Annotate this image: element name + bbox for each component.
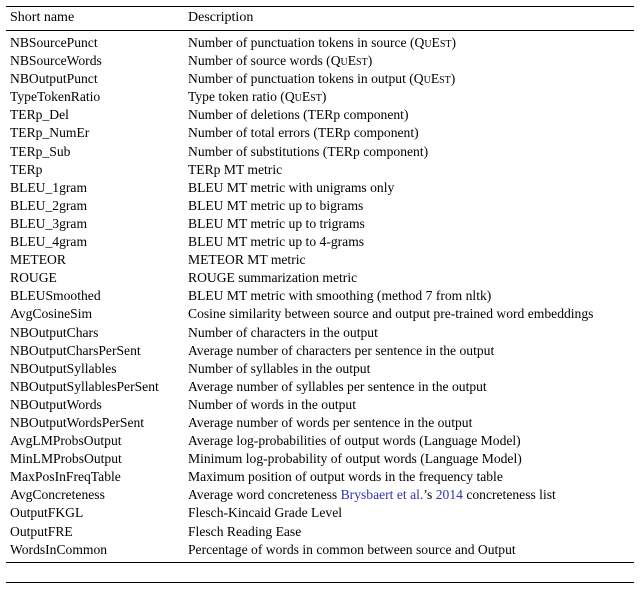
smallcaps-tool-name: QuEst	[284, 89, 322, 105]
table-row	[6, 360, 634, 378]
table-row	[6, 124, 634, 142]
table-row	[6, 31, 634, 53]
feature-description-cell	[184, 70, 634, 88]
citation-link[interactable]: Brysbaert et al.	[340, 487, 424, 503]
feature-name-cell: BLEU_3gram	[10, 215, 88, 231]
feature-description-cell: TERp MT metric	[188, 161, 283, 177]
table-row	[6, 161, 634, 179]
feature-name-cell: OutputFRE	[10, 523, 73, 539]
feature-description-cell: Average number of syllables per sentence in the output	[188, 378, 487, 394]
feature-name-cell: NBOutputChars	[10, 324, 99, 340]
table-row	[6, 396, 634, 414]
feature-description-cell	[184, 31, 634, 53]
feature-name-cell: MinLMProbsOutput	[10, 451, 122, 467]
feature-description-cell: BLEU MT metric up to 4-grams	[188, 234, 365, 250]
description-text: )	[321, 89, 327, 105]
table-row	[6, 432, 634, 450]
header-row	[6, 7, 634, 31]
feature-description-cell: Number of words in the output	[188, 396, 357, 412]
feature-name-cell: NBOutputPunct	[10, 71, 98, 87]
feature-name-cell: BLEUSmoothed	[10, 288, 101, 304]
feature-description-cell	[184, 88, 634, 106]
smallcaps-tool-name: QuEst	[413, 71, 451, 87]
feature-description-cell: Number of substitutions (TERp component)	[188, 143, 429, 159]
feature-name-cell: METEOR	[10, 252, 66, 268]
table-row	[6, 378, 634, 396]
description-text: Number of punctuation tokens in source (	[188, 35, 415, 50]
feature-description-cell: Minimum log-probability of output words (Language Model)	[188, 451, 522, 467]
description-text: ’s	[423, 487, 436, 503]
column-header-short-name: Short name	[6, 7, 184, 31]
feature-description-cell: Maximum position of output words in the frequency table	[188, 469, 503, 485]
table-row	[6, 197, 634, 215]
table-row	[6, 269, 634, 287]
table-row	[6, 305, 634, 323]
feature-description-cell: Number of syllables in the output	[188, 360, 371, 376]
feature-name-cell: NBOutputCharsPerSent	[10, 342, 141, 358]
table-row	[6, 251, 634, 269]
feature-description-cell: BLEU MT metric with smoothing (method 7 from nltk)	[188, 288, 492, 304]
table-row	[6, 88, 634, 106]
table-row	[6, 468, 634, 486]
table-row	[6, 342, 634, 360]
description-text: Type token ratio (	[188, 89, 285, 105]
table-row	[6, 287, 634, 305]
feature-name-cell: AvgLMProbsOutput	[10, 433, 122, 449]
smallcaps-tool-name: QuEst	[330, 53, 368, 69]
feature-name-cell: MaxPosInFreqTable	[10, 469, 121, 485]
table-row	[6, 523, 634, 541]
feature-name-cell: AvgConcreteness	[10, 487, 105, 503]
bottom-rule	[6, 582, 634, 583]
table-body	[6, 31, 634, 563]
smallcaps-tool-name: QuEst	[414, 35, 452, 50]
table-row	[6, 324, 634, 342]
feature-name-cell: TERp	[10, 161, 43, 177]
feature-description-cell: BLEU MT metric up to bigrams	[188, 197, 364, 213]
description-text: concreteness list	[462, 487, 556, 503]
feature-name-cell: TERp_Del	[10, 107, 69, 123]
description-text: )	[451, 35, 457, 50]
feature-description-cell: ROUGE summarization metric	[188, 270, 358, 286]
feature-name-cell: NBOutputSyllablesPerSent	[10, 378, 159, 394]
table-row	[6, 414, 634, 432]
feature-description-cell: BLEU MT metric with unigrams only	[188, 179, 395, 195]
feature-name-cell: NBOutputWords	[10, 396, 102, 412]
feature-description-cell	[184, 486, 634, 504]
feature-name-cell: NBSourceWords	[10, 53, 102, 69]
feature-description-cell: METEOR MT metric	[188, 252, 306, 268]
feature-name-cell: TypeTokenRatio	[10, 89, 101, 105]
feature-name-cell: NBSourcePunct	[10, 35, 98, 50]
feature-name-cell: ROUGE	[10, 270, 57, 286]
table-row	[6, 179, 634, 197]
feature-name-cell: BLEU_4gram	[10, 234, 88, 250]
table-row	[6, 143, 634, 161]
feature-description-cell: Number of deletions (TERp component)	[188, 107, 409, 123]
feature-description-cell: Flesch Reading Ease	[188, 523, 302, 539]
table-row	[6, 52, 634, 70]
feature-description-cell: Flesch-Kincaid Grade Level	[188, 505, 342, 521]
features-table	[6, 6, 634, 563]
feature-description-cell: Number of characters in the output	[188, 324, 378, 340]
feature-name-cell: NBOutputSyllables	[10, 360, 117, 376]
description-text: Number of source words (	[188, 53, 331, 69]
feature-name-cell: NBOutputWordsPerSent	[10, 414, 145, 430]
description-text: )	[450, 71, 456, 87]
feature-description-cell: BLEU MT metric up to trigrams	[188, 215, 365, 231]
table-row	[6, 450, 634, 468]
table-row	[6, 541, 634, 563]
description-text: )	[367, 53, 373, 69]
table-row	[6, 70, 634, 88]
description-text: Number of punctuation tokens in output (	[188, 71, 414, 87]
feature-description-cell: Average number of characters per sentence in the output	[188, 342, 495, 358]
feature-name-cell: OutputFKGL	[10, 505, 84, 521]
feature-name-cell: BLEU_2gram	[10, 197, 88, 213]
table-row	[6, 106, 634, 124]
table-row	[6, 233, 634, 251]
feature-name-cell: BLEU_1gram	[10, 179, 88, 195]
feature-description-cell: Percentage of words in common between source and Output	[188, 541, 516, 557]
table-row	[6, 486, 634, 504]
feature-name-cell: TERp_NumEr	[10, 125, 90, 141]
feature-description-cell: Average log-probabilities of output words (Language Model)	[188, 433, 521, 449]
feature-description-cell	[184, 52, 634, 70]
citation-link[interactable]: 2014	[435, 487, 463, 503]
description-text: Average word concreteness	[188, 487, 341, 503]
table-header	[6, 7, 634, 31]
feature-description-cell: Cosine similarity between source and output pre-trained word embeddings	[188, 306, 594, 322]
feature-name-cell: TERp_Sub	[10, 143, 71, 159]
feature-description-cell: Number of total errors (TERp component)	[188, 125, 419, 141]
feature-name-cell: WordsInCommon	[10, 541, 108, 557]
feature-name-cell: AvgCosineSim	[10, 306, 93, 322]
column-header-description: Description	[184, 7, 634, 31]
feature-description-cell: Average number of words per sentence in the output	[188, 414, 473, 430]
table-row	[6, 504, 634, 522]
table-row	[6, 215, 634, 233]
